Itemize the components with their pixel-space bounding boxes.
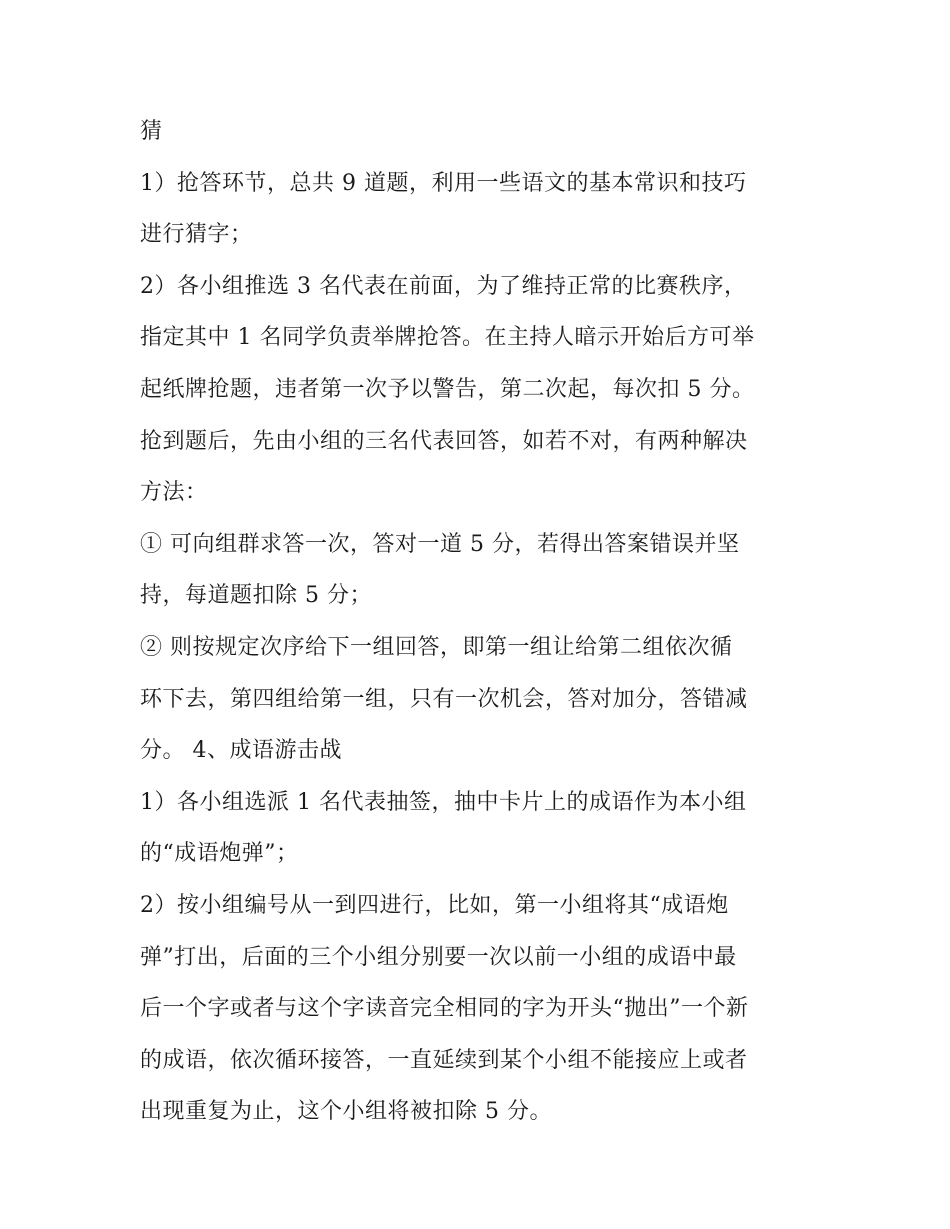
text-line: 起纸牌抢题，违者第一次予以警告，第二次起，每次扣 5 分。	[140, 376, 755, 402]
document-body	[140, 106, 820, 1138]
text-line: 的成语，依次循环接答，一直延续到某个小组不能接应上或者	[140, 1047, 748, 1073]
text-line: 1）各小组选派 1 名代表抽签，抽中卡片上的成语作为本小组	[140, 789, 747, 815]
text-line: ① 可向组群求答一次，答对一道 5 分，若得出答案错误并坚	[140, 531, 740, 557]
text-line: 1）抢答环节，总共 9 道题，利用一些语文的基本常识和技巧	[140, 170, 747, 196]
text-line: 2）按小组编号从一到四进行，比如，第一小组将其“成语炮	[140, 892, 729, 918]
text-line: 猜	[140, 119, 163, 144]
text-line: 环下去，第四组给第一组，只有一次机会，答对加分，答错减	[140, 686, 748, 712]
text-line: 指定其中 1 名同学负责举牌抢答。在主持人暗示开始后方可举	[140, 325, 755, 351]
text-line: ② 则按规定次序给下一组回答，即第一组让给第二组依次循	[140, 634, 733, 660]
text-line: 弹”打出，后面的三个小组分别要一次以前一小组的成语中最	[140, 944, 737, 970]
text-line: 出现重复为止，这个小组将被扣除 5 分。	[140, 1099, 552, 1125]
text-line: 2）各小组推选 3 名代表在前面，为了维持正常的比赛秩序，	[140, 273, 747, 299]
text-line: 后一个字或者与这个字读音完全相同的字为开头“抛出”一个新	[140, 996, 749, 1022]
text-line: 的“成语炮弹”；	[140, 841, 299, 867]
text-line: 持，每道题扣除 5 分；	[140, 583, 372, 609]
text-line: 抢到题后，先由小组的三名代表回答，如若不对，有两种解决	[140, 428, 748, 454]
text-line: 分。 4、成语游击战	[140, 738, 342, 764]
text-line: 方法：	[140, 480, 208, 506]
text-line: 进行猜字；	[140, 222, 253, 248]
